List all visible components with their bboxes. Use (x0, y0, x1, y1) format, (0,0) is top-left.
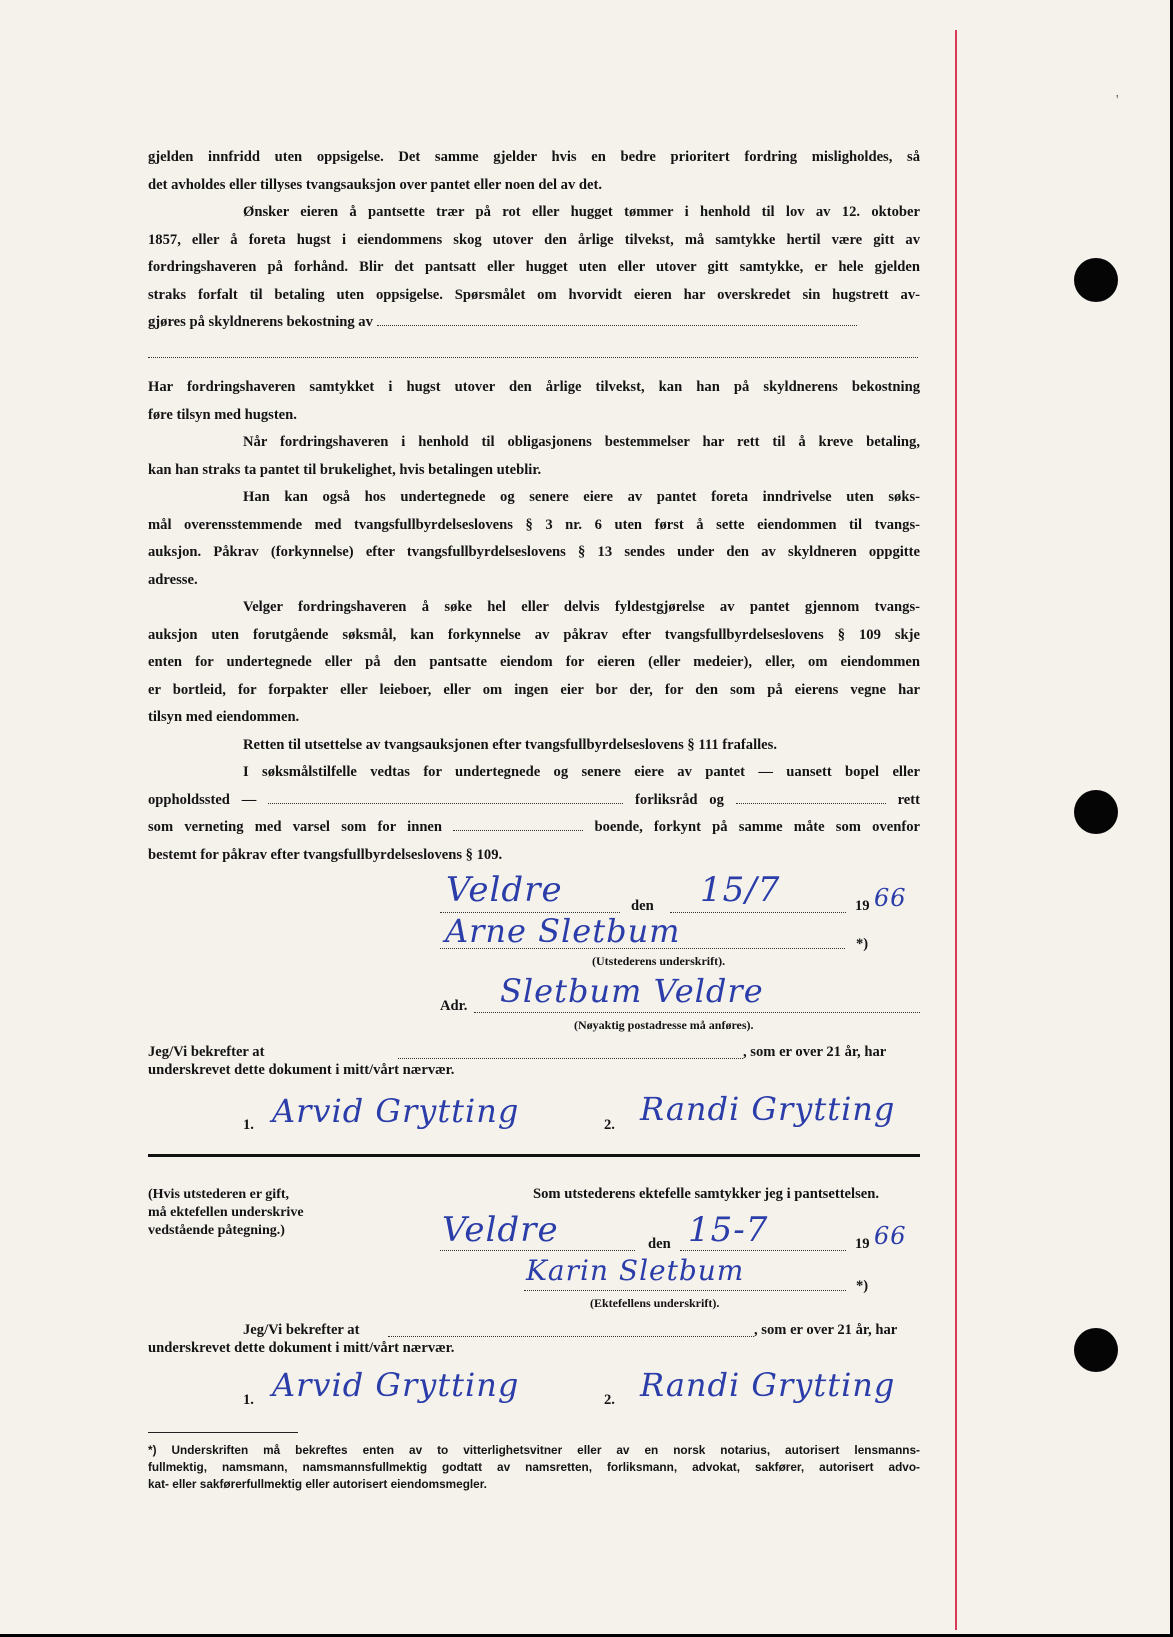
witness-field[interactable] (388, 1336, 754, 1337)
text-line: er bortleid, for forpakter eller leieboer, eller om ingen eier bor der, for den som på eierens vegne har (148, 681, 920, 698)
date-field[interactable] (670, 912, 846, 913)
place-handwritten: Veldre (446, 870, 563, 910)
address-label: Adr. (440, 998, 468, 1014)
signature-field[interactable] (524, 1290, 846, 1291)
margin-rule (955, 30, 957, 1630)
year-handwritten: 66 (874, 884, 907, 912)
text-line: Når fordringshaveren i henhold til obligasjonens bestemmelser har rett til å kreve betaling, (243, 434, 920, 450)
text-line: auksjon uten forutgående søksmål, kan forkynnelse av påkrav efter tvangsfullbyrdelseslovens § 109 skje (148, 626, 920, 643)
footnote-line: kat- eller sakførerfullmektig eller autorisert eiendomsmegler. (148, 1477, 487, 1491)
signature-caption: (Ektefellens underskrift). (590, 1296, 720, 1310)
witness-text: underskrevet dette dokument i mitt/vårt nærvær. (148, 1340, 455, 1356)
text-line: enten for undertegnede eller på den pantsatte eiendom for eieren (eller medeier), eller, om eiendommen (148, 654, 920, 670)
address-caption: (Nøyaktig postadresse må anføres). (574, 1018, 754, 1032)
date-handwritten: 15/7 (700, 870, 781, 910)
text-line: auksjon. Påkrav (forkynnelse) efter tvangsfullbyrdelseslovens § 13 sendes under den av skyldneren oppgitte (148, 544, 920, 560)
section-divider (148, 1154, 920, 1157)
footnote (148, 1442, 920, 1493)
witness-number: 1. (243, 1117, 254, 1133)
witness-signature-1: Arvid Grytting (272, 1092, 520, 1130)
witness-text: underskrevet dette dokument i mitt/vårt nærvær. (148, 1062, 455, 1078)
signature-caption: (Utstederens underskrift). (592, 954, 726, 968)
witness-text: Jeg/Vi bekrefter at (148, 1044, 265, 1060)
year-prefix: 19 (855, 1236, 870, 1252)
punch-hole (1074, 258, 1118, 302)
text-line: det avholdes eller tillyses tvangsauksjon over pantet eller noen del av det. (148, 176, 603, 193)
text-line: 1857, eller å foreta hugst i eiendommens skog utover den årlige tilvekst, må samtykke hertil være gitt av (148, 231, 920, 248)
place-handwritten: Veldre (442, 1210, 559, 1250)
witness-text: Jeg/Vi bekrefter at (243, 1322, 360, 1338)
blank-field[interactable] (453, 816, 583, 831)
date-field[interactable] (680, 1250, 846, 1251)
blank-field[interactable] (268, 789, 623, 804)
witness-number: 2. (604, 1392, 615, 1408)
text-line: Har fordringshaveren samtykket i hugst utover den årlige tilvekst, kan han på skyldnerens bekostning (148, 379, 920, 395)
asterisk-mark: *) (856, 936, 869, 952)
spouse-note: (Hvis utstederen er gift, må ektefellen underskrive vedstående påtegning.) (148, 1187, 304, 1238)
punch-hole (1074, 790, 1118, 834)
date-handwritten: 15-7 (688, 1210, 769, 1250)
witness-text: , som er over 21 år, har (754, 1322, 898, 1338)
text-line: straks forfalt til betaling uten oppsigelse. Spørsmålet om hvorvidt eieren har overskredet sin hugstrett av- (148, 286, 920, 303)
text-line: Velger fordringshaveren å søke hel eller delvis fyldestgjørelse av pantet gjennom tvangs- (243, 599, 920, 615)
text-line: Retten til utsettelse av tvangsauksjonen efter tvangsfullbyrdelseslovens § 111 frafalles. (243, 736, 777, 753)
den-label: den (648, 1236, 671, 1252)
year-handwritten: 66 (874, 1222, 907, 1250)
text-line: mål overensstemmende med tvangsfullbyrdelseslovens § 3 nr. 6 uten først å sette eiendommen til tvangs- (148, 516, 920, 533)
body-paragraph-1 (148, 144, 920, 337)
den-label: den (631, 898, 654, 914)
text-line: Han kan også hos undertegnede og senere eiere av pantet foreta inndrivelse uten søks- (243, 489, 920, 505)
witness-field[interactable] (398, 1058, 743, 1059)
body-paragraph-2 (148, 374, 920, 869)
spouse-consent: Som utstederens ektefelle samtykker jeg i pantsettelsen. (533, 1186, 880, 1202)
text-line: I søksmålstilfelle vedtas for undertegnede og senere eiere av pantet — uansett bopel eller (243, 764, 920, 780)
witness-signature-1: Arvid Grytting (272, 1366, 520, 1404)
text-line: kan han straks ta pantet til brukelighet, hvis betalingen uteblir. (148, 461, 542, 478)
punch-hole (1074, 1328, 1118, 1372)
corner-mark: ' (1116, 93, 1119, 108)
spouse-signature: Karin Sletbum (526, 1254, 745, 1287)
witness-signature-2: Randi Grytting (640, 1366, 896, 1404)
footnote-line: fullmektig, namsmann, namsmannsfullmektig godtatt av namsretten, forliksmann, advokat, sakfører, autorisert advo- (148, 1460, 920, 1474)
witness-number: 2. (604, 1117, 615, 1133)
text-line: bestemt for påkrav efter tvangsfullbyrdelseslovens § 109. (148, 846, 503, 863)
text-line: Ønsker eieren å pantsette trær på rot eller hugget tømmer i henhold til lov av 12. oktober (243, 204, 920, 220)
witness-number: 1. (243, 1392, 254, 1408)
place-field[interactable] (440, 1250, 635, 1251)
venue-line: oppholdssted — forliksråd og rett (148, 787, 920, 815)
text-line: tilsyn med eiendommen. (148, 709, 300, 725)
year-prefix: 19 (855, 898, 870, 914)
text-line: føre tilsyn med hugsten. (148, 406, 297, 423)
witness-signature-2: Randi Grytting (640, 1090, 896, 1128)
text-line: gjøres på skyldnerens bekostning av (148, 309, 920, 337)
issuer-signature: Arne Sletbum (445, 912, 681, 950)
footnote-line: *) Underskriften må bekreftes enten av to vitterlighetsvitner eller av en norsk notarius, autorisert lensmanns- (148, 1443, 920, 1457)
address-field[interactable] (474, 1012, 920, 1013)
venue-line: som verneting med varsel som for innen boende, forkynt på samme måte som ovenfor (148, 814, 920, 842)
footnote-rule (148, 1432, 298, 1433)
text-line: gjelden innfridd uten oppsigelse. Det samme gjelder hvis en bedre prioritert fordring misligholdes, så (148, 149, 920, 165)
blank-field[interactable] (148, 357, 918, 358)
address-handwritten: Sletbum Veldre (500, 972, 764, 1010)
blank-field[interactable] (377, 311, 857, 326)
witness-text: , som er over 21 år, har (743, 1044, 887, 1060)
blank-field[interactable] (736, 789, 886, 804)
text-line: fordringshaveren på forhånd. Blir det pantsatt eller hugget uten eller utover gitt samtykke, er hele gjelden (148, 259, 920, 275)
asterisk-mark: *) (856, 1278, 869, 1294)
text-line: adresse. (148, 571, 198, 588)
